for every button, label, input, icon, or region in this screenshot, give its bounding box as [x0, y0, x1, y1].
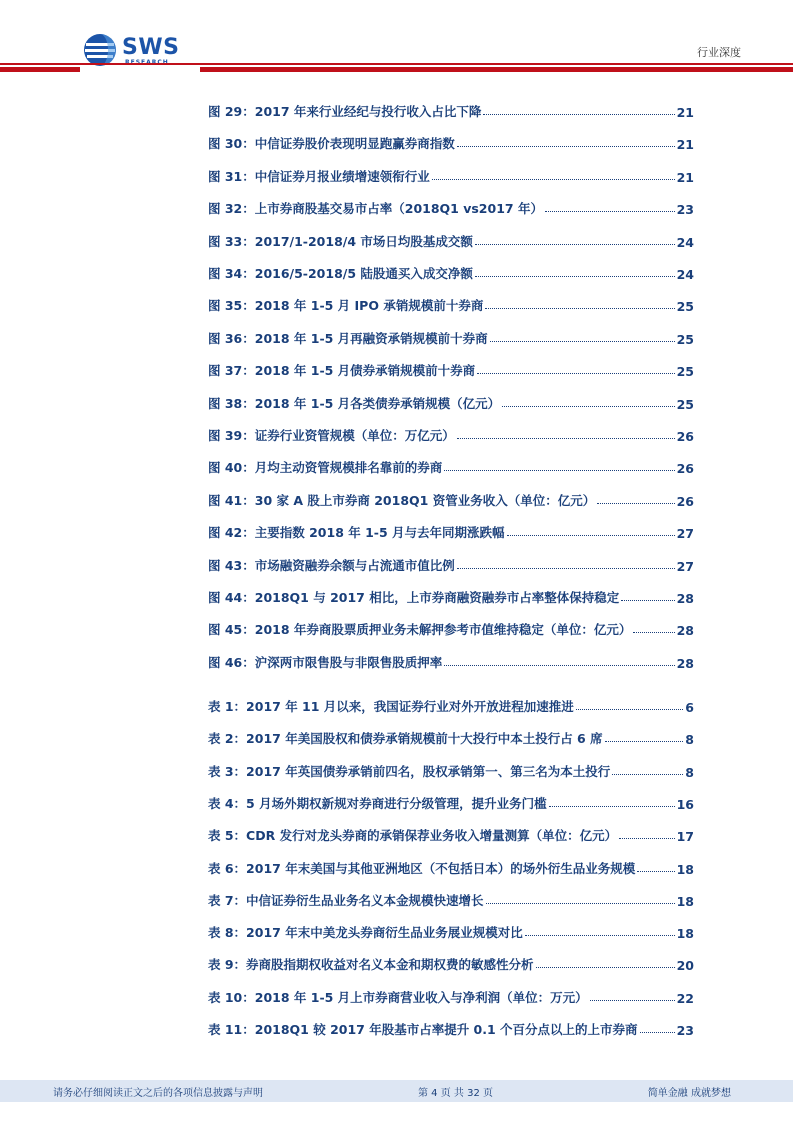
toc-figure-entry[interactable]	[208, 489, 694, 509]
toc-entry-page: 17	[676, 829, 694, 845]
toc-table-entry[interactable]	[208, 1018, 694, 1038]
toc-entry-page: 25	[676, 299, 694, 315]
header-rule-thick	[200, 67, 793, 72]
toc-entry-label: 表 4：5 月场外期权新规对券商进行分级管理，提升业务门槛	[208, 795, 547, 811]
toc-table-entry[interactable]	[208, 921, 694, 941]
toc-leader-dots	[490, 341, 675, 342]
toc-entry-label: 图 36：2018 年 1-5 月再融资承销规模前十券商	[208, 330, 488, 346]
toc-figure-entry[interactable]	[208, 586, 694, 606]
toc-leader-dots	[576, 709, 684, 710]
toc-leader-dots	[621, 600, 674, 601]
toc-entry-page: 24	[676, 267, 694, 282]
toc-leader-dots	[525, 935, 675, 936]
toc-table-entry[interactable]	[208, 695, 694, 715]
toc-figure-entry[interactable]	[208, 165, 694, 185]
toc-figure-entry[interactable]	[208, 262, 694, 282]
toc-leader-dots	[549, 806, 675, 807]
toc-leader-dots	[637, 871, 674, 872]
toc-table-entry[interactable]	[208, 824, 694, 844]
toc-entry-label: 表 3：2017 年英国债券承销前四名，股权承销第一、第三名为本土投行	[208, 763, 611, 779]
toc-entry-page: 18	[676, 861, 694, 877]
toc-entry-label: 表 6：2017 年末美国与其他亚洲地区（不包括日本）的场外衍生品业务规模	[208, 860, 636, 876]
toc-leader-dots	[432, 179, 675, 180]
toc-leader-dots	[605, 741, 684, 742]
toc-entry-page: 26	[676, 493, 694, 509]
toc-entry-label: 图 37：2018 年 1-5 月债券承销规模前十券商	[208, 363, 476, 379]
toc-entry-label: 图 38：2018 年 1-5 月各类债券承销规模（亿元）	[208, 395, 501, 411]
toc-entry-page: 25	[676, 364, 694, 380]
toc-entry-page: 23	[676, 1023, 694, 1038]
toc-entry-label: 表 11：2018Q1 较 2017 年股基市占率提升 0.1 个百分点以上的上市券商	[208, 1022, 638, 1037]
toc-entry-label: 图 44：2018Q1 与 2017 相比，上市券商融资融券市占率整体保持稳定	[208, 590, 620, 605]
toc-entry-page: 23	[676, 202, 694, 218]
toc-leader-dots	[457, 146, 675, 147]
report-section-label: 行业深度	[697, 46, 741, 59]
toc-leader-dots	[507, 535, 675, 536]
toc-leader-dots	[502, 406, 674, 407]
toc-table-entry[interactable]	[208, 792, 694, 812]
logo-wordmark: SWS	[122, 35, 180, 60]
toc-entry-page: 26	[676, 461, 694, 477]
toc-leader-dots	[444, 665, 674, 666]
footer-slogan: 简单金融 成就梦想	[647, 1088, 731, 1099]
toc-entry-label: 图 31：中信证券月报业绩增速领衔行业	[208, 168, 430, 184]
toc-figure-entry[interactable]	[208, 618, 694, 638]
toc-entry-page: 24	[676, 234, 694, 250]
toc-leader-dots	[597, 503, 674, 504]
toc-figure-entry[interactable]	[208, 392, 694, 412]
toc-entry-label: 图 29：2017 年来行业经纪与投行收入占比下降	[208, 104, 482, 119]
toc-leader-dots	[457, 568, 675, 569]
toc-entry-page: 28	[676, 655, 694, 671]
page-header	[0, 0, 793, 80]
toc-figure-entry[interactable]	[208, 359, 694, 379]
toc-entry-page: 8	[685, 764, 694, 780]
toc-figure-entry[interactable]	[208, 197, 694, 217]
toc-entry-page: 21	[676, 105, 694, 120]
toc-entry-label: 表 7：中信证券衍生品业务名义本金规模快速增长	[208, 892, 484, 908]
toc-table-entry[interactable]	[208, 986, 694, 1006]
toc-leader-dots	[633, 632, 674, 633]
toc-entry-page: 25	[676, 331, 694, 347]
toc-entry-label: 表 1：2017 年 11 月以来，我国证券行业对外开放进程加速推进	[208, 699, 574, 714]
toc-leader-dots	[640, 1032, 675, 1033]
toc-leader-dots	[545, 211, 675, 212]
toc-leader-dots	[536, 967, 675, 968]
toc-entry-page: 26	[676, 429, 694, 444]
toc-figure-entry[interactable]	[208, 100, 694, 120]
toc-leader-dots	[457, 438, 675, 439]
toc-entry-label: 图 30：中信证券股价表现明显跑赢券商指数	[208, 136, 455, 152]
toc-leader-dots	[590, 1000, 675, 1001]
toc-entry-page: 22	[676, 990, 694, 1006]
toc-figure-entry[interactable]	[208, 327, 694, 347]
toc-entry-label: 图 34：2016/5-2018/5 陆股通买入成交净额	[208, 266, 473, 281]
toc-leader-dots	[444, 470, 674, 471]
sws-logo	[82, 32, 192, 72]
toc-entry-label: 图 43：市场融资融券余额与占流通市值比例	[208, 557, 455, 573]
toc-entry-label: 图 46：沪深两市限售股与非限售股质押率	[208, 654, 443, 670]
footer-disclaimer: 请务必仔细阅读正文之后的各项信息披露与声明	[53, 1088, 263, 1099]
toc-leader-dots	[475, 276, 675, 277]
toc-entry-label: 图 39：证券行业资管规模（单位：万亿元）	[208, 428, 455, 443]
toc-entry-page: 25	[676, 396, 694, 412]
toc-entry-label: 表 8：2017 年末中美龙头券商衍生品业务展业规模对比	[208, 925, 523, 941]
toc-entry-page: 6	[685, 700, 694, 715]
toc-entry-label: 图 45：2018 年券商股票质押业务未解押参考市值维持稳定（单位：亿元）	[208, 622, 632, 638]
toc-entry-page: 18	[676, 893, 694, 909]
toc-entry-label: 图 35：2018 年 1-5 月 IPO 承销规模前十券商	[208, 298, 484, 314]
toc-table-entry[interactable]	[208, 889, 694, 909]
toc-table-entry[interactable]	[208, 760, 694, 780]
toc-figure-entry[interactable]	[208, 132, 694, 152]
toc-entry-page: 20	[676, 958, 694, 974]
toc-leader-dots	[485, 308, 674, 309]
page-footer	[0, 1080, 793, 1102]
toc-leader-dots	[483, 114, 674, 115]
toc-entry-label: 图 33：2017/1-2018/4 市场日均股基成交额	[208, 233, 473, 249]
toc-leader-dots	[612, 774, 683, 775]
toc-figure-entry[interactable]	[208, 651, 694, 671]
toc-table-entry[interactable]	[208, 857, 694, 877]
toc-entry-page: 21	[676, 137, 694, 153]
toc-entry-page: 28	[676, 623, 694, 639]
toc-entry-label: 表 5：CDR 发行对龙头券商的承销保荐业务收入增量测算（单位：亿元）	[208, 828, 618, 844]
toc-figure-entry[interactable]	[208, 554, 694, 574]
toc-entry-label: 表 10：2018 年 1-5 月上市券商营业收入与净利润（单位：万元）	[208, 989, 588, 1005]
toc-figure-entry[interactable]	[208, 521, 694, 541]
toc-leader-dots	[486, 903, 675, 904]
toc-figure-entry[interactable]	[208, 456, 694, 476]
toc-entry-page: 21	[676, 169, 694, 185]
toc-entry-label: 图 41：30 家 A 股上市券商 2018Q1 资管业务收入（单位：亿元）	[208, 492, 596, 508]
toc-figure-entry[interactable]	[208, 230, 694, 250]
toc-entry-label: 图 40：月均主动资管规模排名靠前的券商	[208, 460, 443, 476]
toc-entry-label: 表 9：券商股指期权收益对名义本金和期权费的敏感性分析	[208, 957, 534, 973]
toc-entry-label: 图 42：主要指数 2018 年 1-5 月与去年同期涨跌幅	[208, 525, 505, 541]
toc-entry-page: 27	[676, 526, 694, 542]
toc-leader-dots	[619, 838, 675, 839]
toc-leader-dots	[477, 373, 674, 374]
toc-leader-dots	[475, 244, 675, 245]
toc-entry-page: 28	[676, 591, 694, 606]
toc-figure-entry[interactable]	[208, 294, 694, 314]
toc-entry-label: 表 2：2017 年美国股权和债券承销规模前十大投行中本土投行占 6 席	[208, 731, 603, 747]
toc-figure-entry[interactable]	[208, 424, 694, 444]
toc-entry-page: 16	[676, 796, 694, 812]
toc-table-entry[interactable]	[208, 953, 694, 973]
toc-entry-page: 8	[685, 732, 694, 748]
toc-entry-page: 18	[676, 926, 694, 942]
toc-table-entry[interactable]	[208, 727, 694, 747]
footer-page-number: 第 4 页 共 32 页	[418, 1088, 493, 1099]
header-rule-left	[0, 67, 80, 72]
toc-entry-label: 图 32：上市券商股基交易市占率（2018Q1 vs2017 年）	[208, 201, 543, 217]
header-rule-thin	[0, 63, 793, 65]
toc-entry-page: 27	[676, 558, 694, 574]
